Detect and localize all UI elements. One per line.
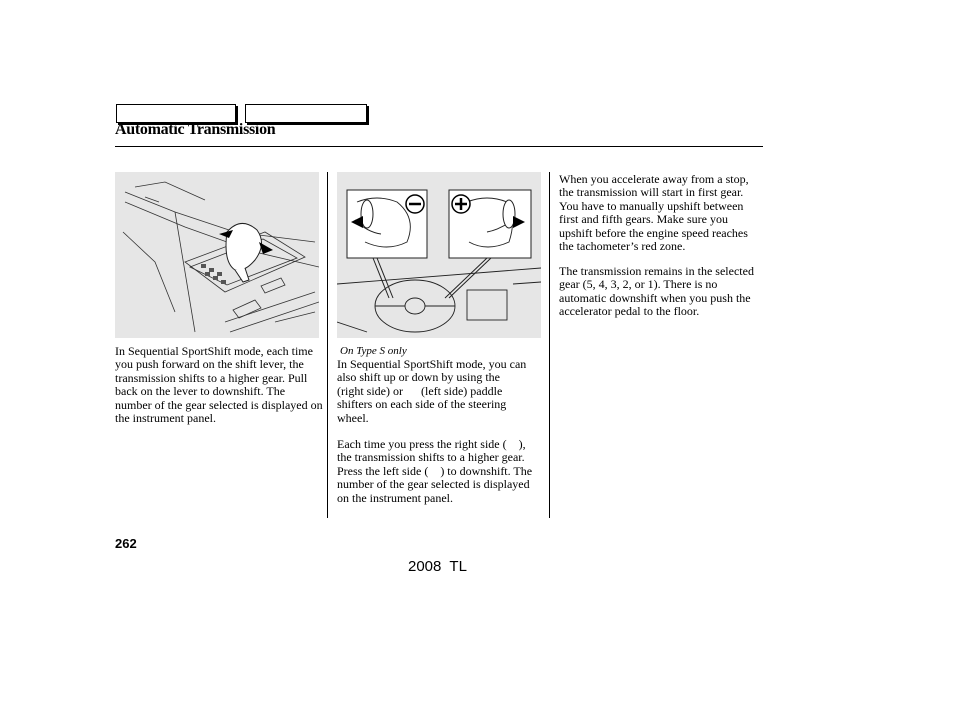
column-1-paragraph: In Sequential SportShift mode, each time you push forward on the shift lever, the transmission shifts to a higher gear. Pull back on the lever to downshift. The number of the gear selected is displayed on the instrument panel.: [115, 344, 323, 426]
column-3-paragraph-1: When you accelerate away from a stop, the transmission will start in first gear. You have to manually upshift between first and fifth gears. Make sure you upshift before the engine speed reaches the tachometer’s red zone.: [559, 172, 749, 254]
type-s-note: On Type S only: [340, 345, 407, 357]
page-title: Automatic Transmission: [115, 121, 276, 138]
column-3-paragraph-2: The transmission remains in the selected gear (5, 4, 3, 2, or 1). There is no automatic downshift when you push the accelerator pedal to the floor.: [559, 264, 754, 319]
paddle-shifters-illustration: [337, 172, 541, 338]
column-divider-1: [327, 172, 328, 518]
column-2-paragraph-2: Each time you press the right side ( ), the transmission shifts to a higher gear. Press the left side ( ) to downshift. The number of the gear selected is displayed on the instrument panel.: [337, 437, 536, 505]
column-divider-2: [549, 172, 550, 518]
shift-lever-illustration: [115, 172, 319, 338]
model-footer: 2008 TL: [408, 558, 467, 575]
page-number: 262: [115, 536, 137, 551]
column-2-paragraph-1: In Sequential SportShift mode, you can also shift up or down by using the (right side) or (left side) paddle shifters on each side of the steering wheel.: [337, 357, 530, 425]
title-rule: [115, 146, 763, 147]
